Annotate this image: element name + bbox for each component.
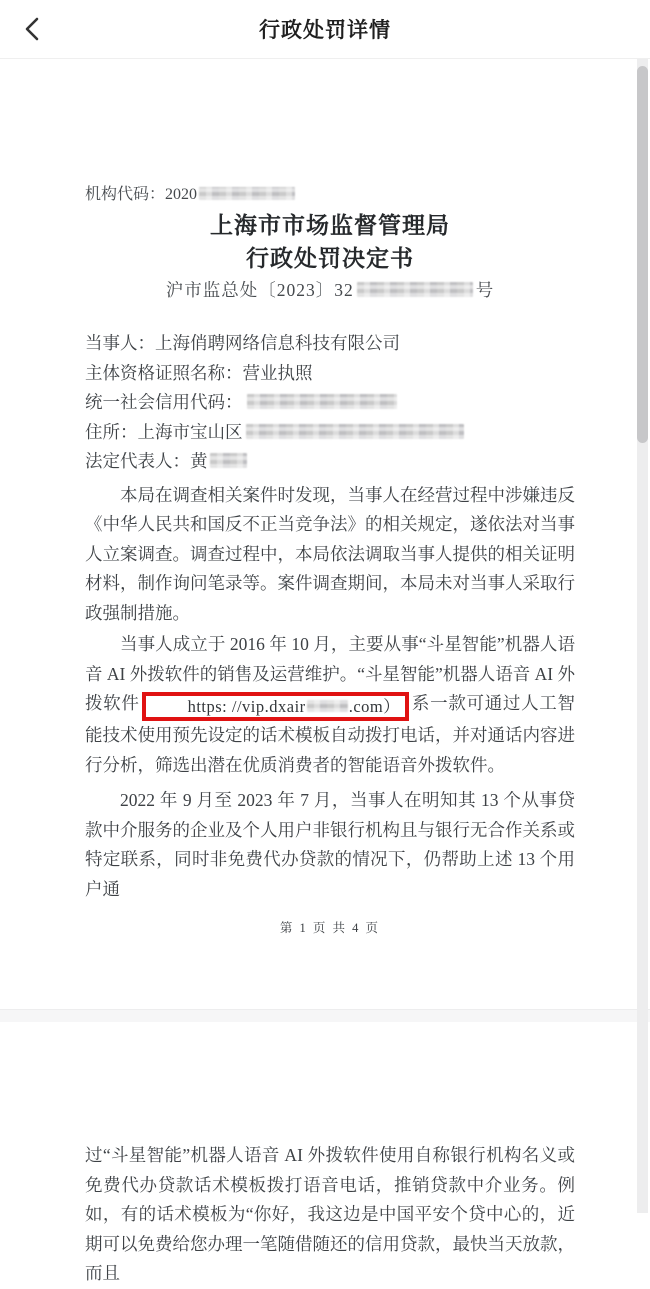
- party-info-block: [85, 329, 575, 477]
- case-number-prefix: 沪市监总处〔2023〕32: [165, 280, 354, 300]
- redacted-legal-representative: [210, 453, 247, 468]
- document-page-1: [0, 183, 650, 1009]
- address-line: [85, 418, 575, 448]
- url-text-pre: https: //vip.dxair: [187, 697, 306, 716]
- org-code-visible-digits: 2020: [165, 186, 198, 203]
- paragraph-company-software: [85, 630, 575, 780]
- credit-code-label: 统一社会信用代码：: [85, 392, 243, 412]
- page-number-footer: 第 1 页 共 4 页: [279, 921, 381, 935]
- back-button[interactable]: [14, 11, 50, 47]
- document-title-line1: 上海市市场监督管理局: [210, 213, 450, 238]
- redacted-url-part: [307, 700, 348, 712]
- paragraph-company-software-text-pre: 当事人成立于 2016 年 10 月，主要从事“斗星智能”机器人语音 AI 外拨软件的销售及运营维护。“斗星智能”机器人语音 AI 外拨软件: [85, 634, 575, 713]
- document-scan: [0, 183, 650, 1289]
- highlighted-url-box: [142, 692, 410, 721]
- org-code-label: 机构代码：: [85, 186, 166, 203]
- scrollbar-track[interactable]: [637, 59, 648, 1213]
- paragraph-page2-continuation: 过“斗星智能”机器人语音 AI 外拨软件使用自称银行机构名义或免费代办贷款话术模板拨打语音电话，推销贷款中介业务。例如，有的话术模板为“你好，我这边是中国平安个贷中心的，近期可以免费给您办理一笔随借随还的信用贷款，最快当天放款，而且: [85, 1145, 575, 1283]
- credit-code-line: [85, 388, 575, 418]
- license-type-line: 主体资格证照名称：营业执照: [85, 362, 313, 383]
- chevron-left-icon: [21, 16, 43, 42]
- legal-representative-line: [85, 447, 575, 477]
- paragraph-company-software-text-post: 系一款可通过人工智能技术使用预先设定的话术模板自动拨打电话，并对通话内容进行分析，筛选出潜在优质消费者的智能语音外拨软件。: [85, 693, 576, 775]
- address-label: 住所：上海市宝山区: [85, 421, 243, 442]
- url-text-post: .com）: [348, 697, 401, 716]
- paragraph-investigation: 本局在调查相关案件时发现，当事人在经营过程中涉嫌违反《中华人民共和国反不正当竞争法》的相关规定，遂依法对当事人立案调查。调查过程中，本局依法调取当事人提供的相关证明材料，制作询问笔录等。案件调查期间，本局未对当事人采取行政强制措施。: [85, 484, 575, 623]
- paragraph-violation-period: 2022 年 9 月至 2023 年 7 月，当事人在明知其 13 个从事贷款中介服务的企业及个人用户非银行机构且与银行无合作关系或特定联系，同时非免费代办贷款的情况下，仍帮助上述 13 个用户通: [85, 790, 575, 899]
- document-page-2: [0, 1022, 650, 1289]
- redacted-address: [246, 424, 464, 439]
- scrollbar-thumb[interactable]: [637, 66, 648, 443]
- redacted-case-number: [357, 282, 473, 297]
- document-title-line2: 行政处罚决定书: [246, 246, 414, 271]
- org-code-line: [85, 183, 575, 207]
- page-separator: [0, 1009, 650, 1022]
- case-number-suffix: 号: [475, 280, 495, 300]
- redacted-credit-code: [247, 394, 397, 409]
- case-number-line: [85, 277, 575, 303]
- app-header: [0, 0, 650, 59]
- legal-representative-label: 法定代表人：黄: [85, 451, 208, 471]
- party-name-line: 当事人：上海俏聘网络信息科技有限公司: [85, 333, 400, 353]
- page-title: 行政处罚详情: [259, 19, 391, 42]
- redacted-org-code: [199, 187, 295, 200]
